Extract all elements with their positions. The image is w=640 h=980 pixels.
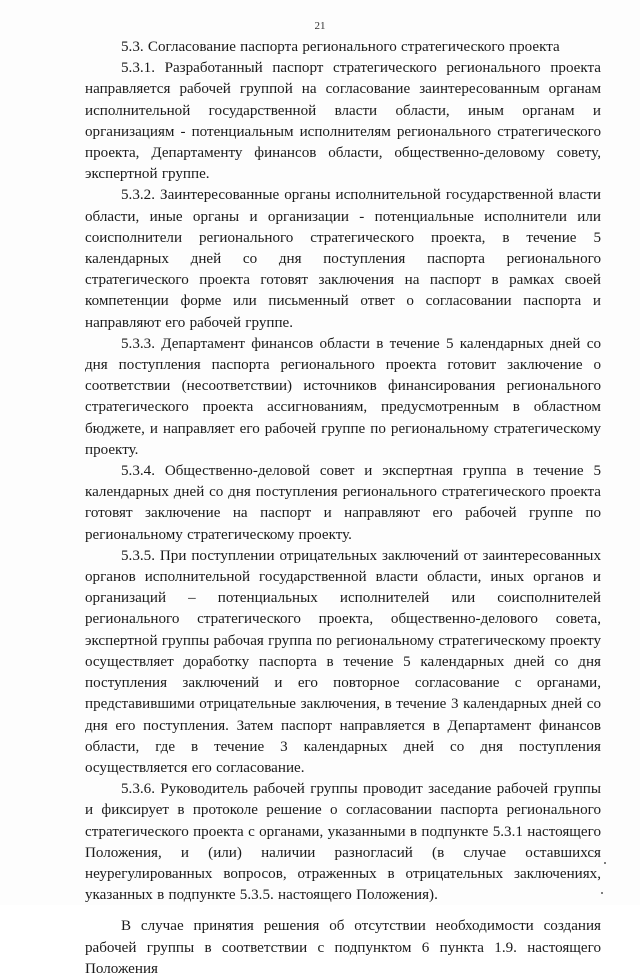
paragraph-5-3-1: 5.3.1. Разработанный паспорт стратегического регионального проекта направляется рабочей группой на согласование заинтересованным органам исполнительной государственной власти области, иным органам и организациям - потенциальным исполнителям регионального стратегического проекта, Департаменту финансов области, общественно-деловому совету, экспертной группе. — [85, 60, 601, 183]
document-body — [85, 37, 601, 980]
closing-paragraph: В случае принятия решения об отсутствии необходимости создания рабочей группы в соответствии с подпунктом 6 пункта 1.9. настоящего Положения — [85, 918, 601, 977]
paragraph-5-3-4: 5.3.4. Общественно-деловой совет и экспертная группа в течение 5 календарных дней со дня поступления регионального стратегического проекта готовят заключение на паспорт и направляют его рабочей группе по региональному стратегическому проекту. — [85, 463, 601, 543]
paragraph-5-3-6: 5.3.6. Руководитель рабочей группы проводит заседание рабочей группы и фиксирует в протоколе решение о согласовании паспорта регионального стратегического проекта с органами, указанными в подпункте 5.3.1 настоящего Положения, и (или) наличии разногласий (в случае оставшихся неурегулированных вопросов, отраженных в отрицательных заключениях, указанных в подпункте 5.3.5. настоящего Положения). — [85, 781, 601, 904]
section-heading: 5.3. Согласование паспорта регионального стратегического проекта — [121, 39, 560, 55]
paragraph-5-3-3: 5.3.3. Департамент финансов области в течение 5 календарных дней со дня поступления паспорта регионального проекта готовит заключение о соответствии (несоответствии) источников финансирования регионального стратегического проекта ассигнованиям, предусмотренным в областном бюджете, и направляет его рабочей группе по региональному стратегическому проекту. — [85, 335, 601, 458]
scan-speck — [604, 862, 606, 864]
paragraph-5-3-5: 5.3.5. При поступлении отрицательных заключений от заинтересованных органов исполнительной государственной власти области, иных органов и организаций – потенциальных исполнителей или соисполнителей регионального стратегического проекта, общественно-делового совета, экспертной группы рабочая группа по региональному стратегическому проекту осуществляет доработку паспорта в течение 5 календарных дней со дня поступления заключений и его повторное согласование с органами, представившими отрицательные заключения, в течение 3 календарных дней со дня его поступления. Затем паспорт направляется в Департамент финансов области, где в течение 3 календарных дней со дня поступления осуществляется его согласование. — [85, 547, 601, 776]
page-number: 21 — [314, 20, 326, 32]
paragraph-5-3-2: 5.3.2. Заинтересованные органы исполнительной государственной власти области, иные органы и организации - потенциальные исполнители или соисполнители регионального стратегического проекта, в течение 5 календарных дней со дня поступления паспорта регионального стратегического проекта готовят заключения на паспорт в рамках своей компетенции форме или письменный ответ о согласовании паспорта и направляют его рабочей группе. — [85, 187, 601, 331]
scan-speck — [601, 892, 603, 894]
